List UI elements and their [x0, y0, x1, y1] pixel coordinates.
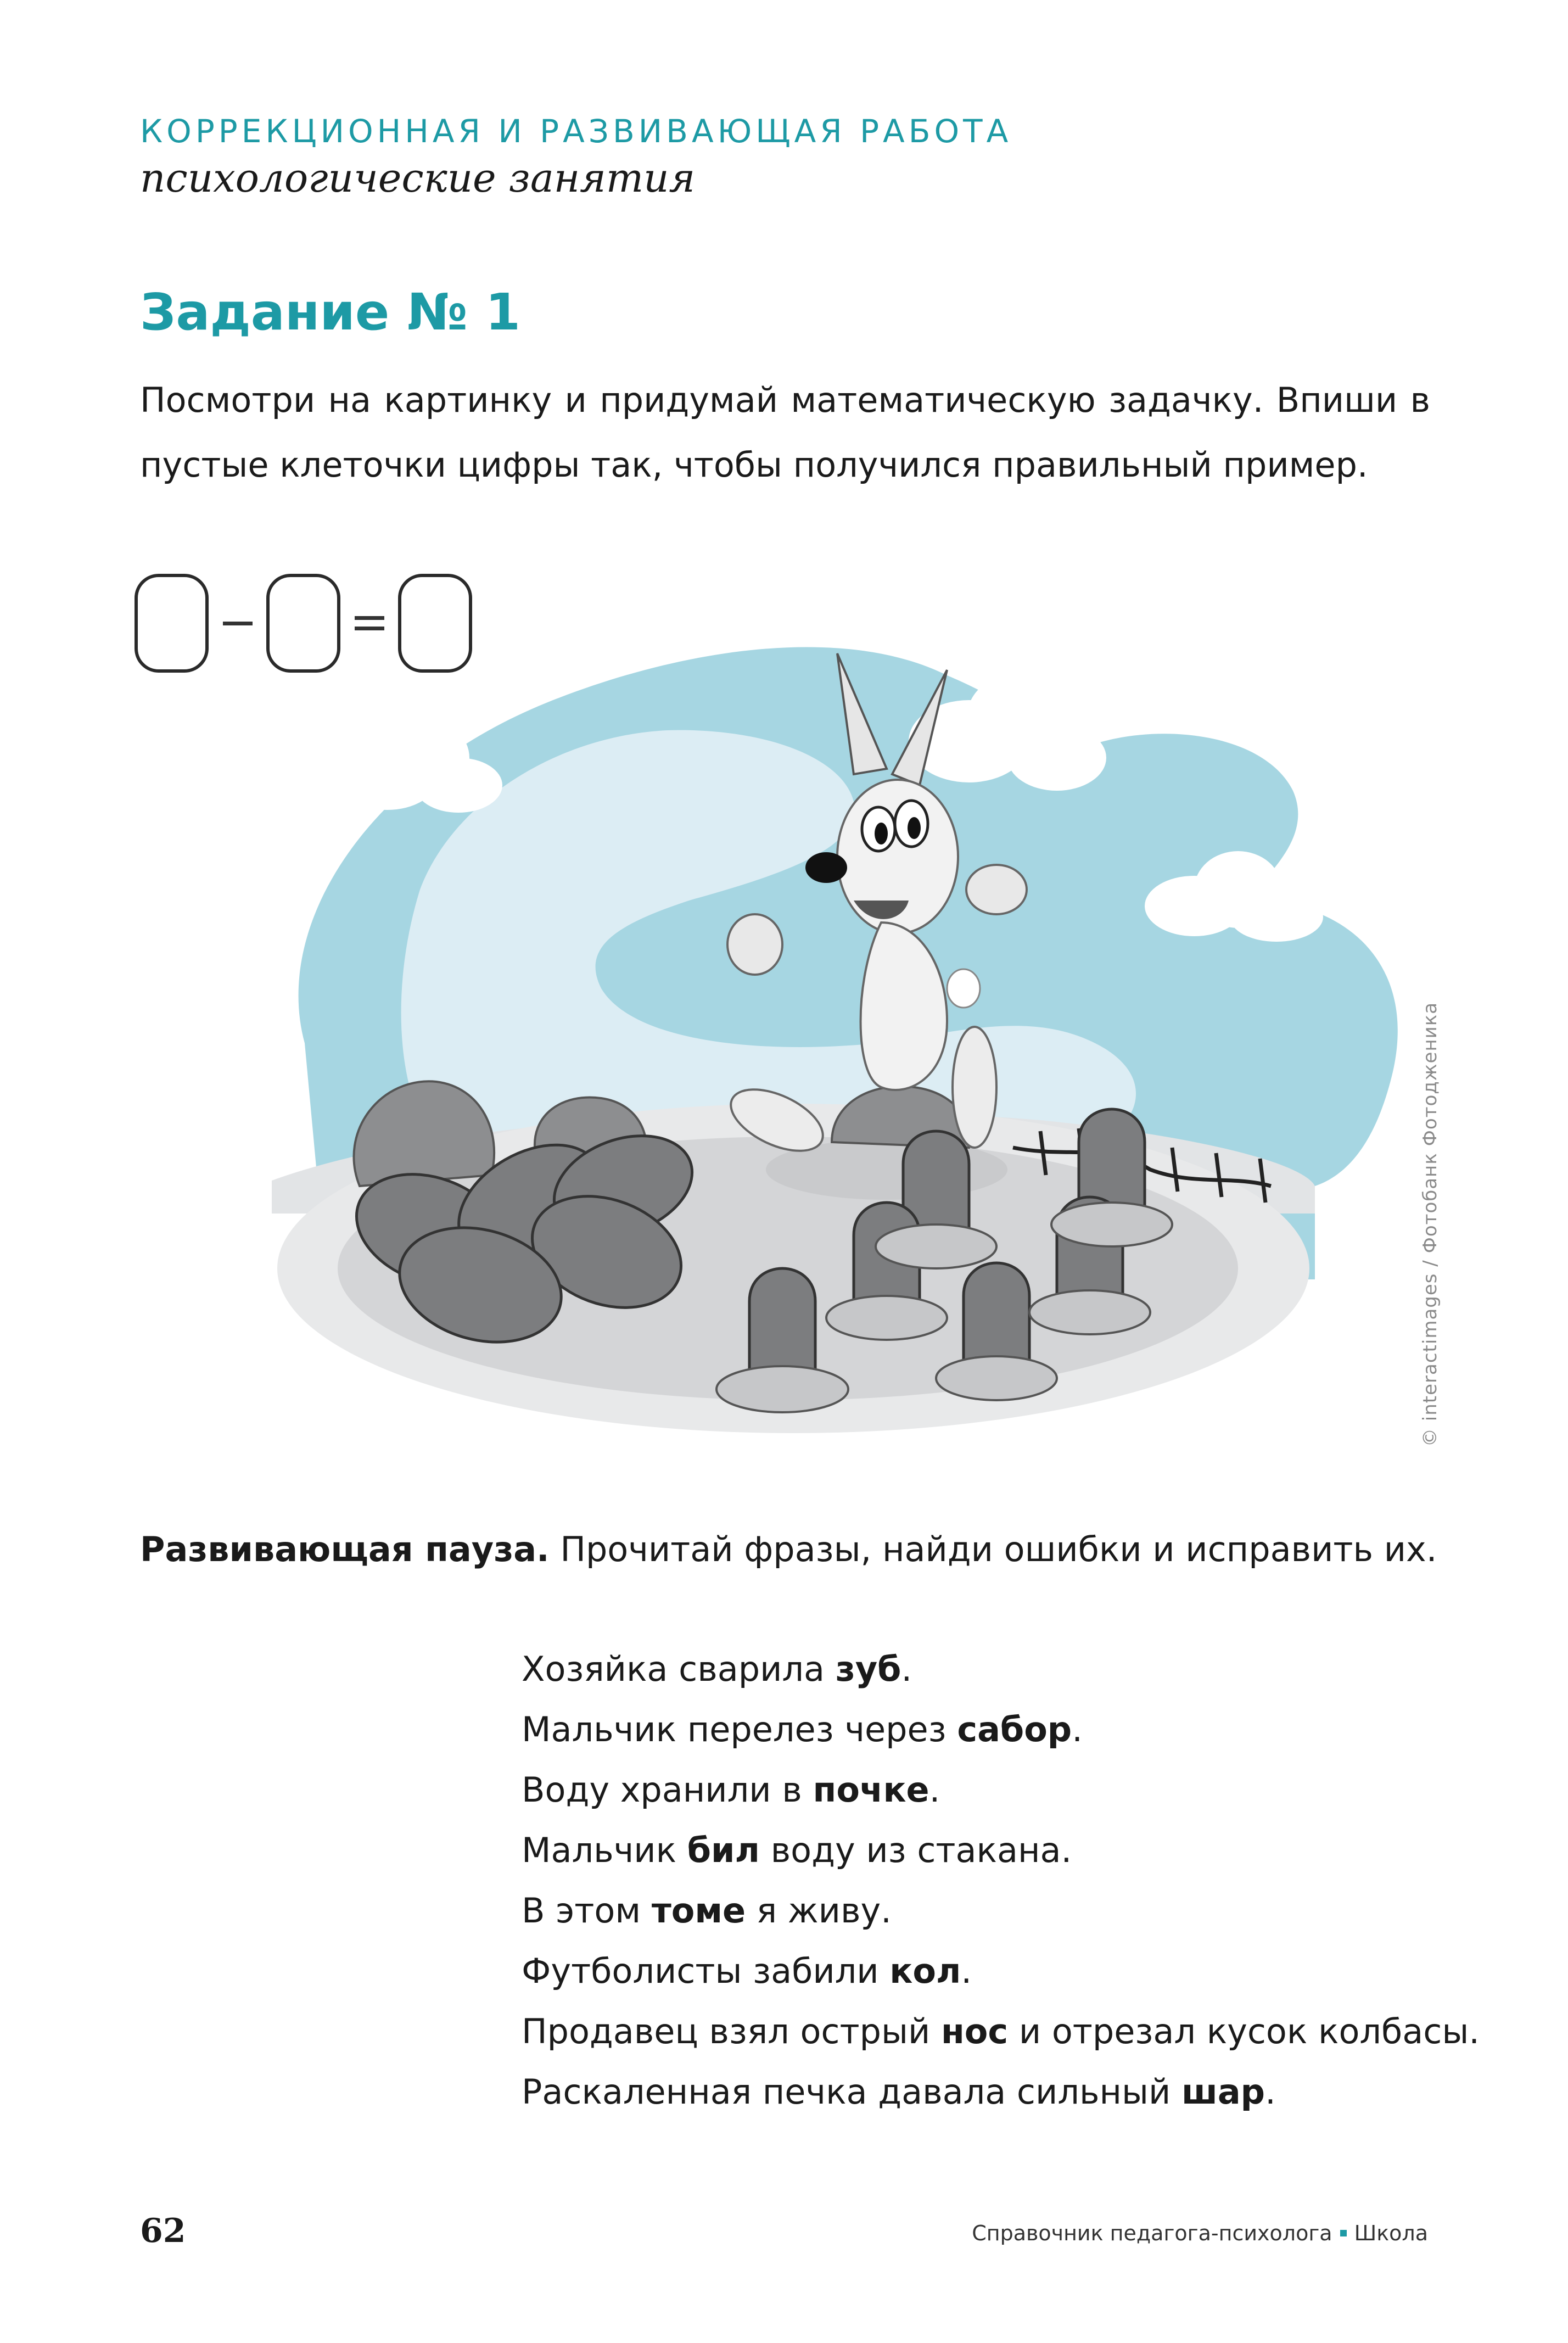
phrase-text: Хозяйка сварила [522, 1649, 836, 1689]
phrase-text: я живу. [746, 1891, 892, 1931]
error-word: нос [940, 2011, 1009, 2051]
phrase-text: Продавец взял острый [522, 2011, 941, 2051]
section-subtitle: психологические занятия [140, 155, 696, 201]
phrase-text: Воду хранили в [522, 1770, 813, 1810]
error-word: шар [1181, 2072, 1265, 2112]
phrase-text: . [929, 1770, 940, 1810]
pause-label: Развивающая пауза. [140, 1529, 550, 1569]
phrase-text: Раскаленная печка давала сильный [522, 2072, 1181, 2112]
phrase-item [522, 2001, 1480, 2062]
phrase-item [522, 1639, 1480, 1699]
phrase-item [522, 1820, 1480, 1881]
phrase-item [522, 1881, 1480, 1941]
phrase-item [522, 1699, 1480, 1760]
task-instruction: Посмотри на картинку и придумай математическую задачку. Впиши в пустые клеточки цифры так, чтобы получился правильный пример. [140, 380, 1430, 485]
section-label: КОРРЕКЦИОННАЯ И РАЗВИВАЮЩАЯ РАБОТА [140, 113, 1012, 150]
developmental-pause [140, 1529, 1437, 1569]
error-word: почке [813, 1770, 929, 1810]
phrase-text: . [1265, 2072, 1276, 2112]
error-word: сабор [957, 1709, 1072, 1749]
phrase-item [522, 1760, 1480, 1820]
image-credit: © interactimages / Фотобанк Фотодженика [1419, 1002, 1441, 1447]
answer-box-1[interactable] [135, 574, 209, 673]
error-word: томе [651, 1891, 746, 1931]
error-word: бил [687, 1830, 760, 1870]
phrase-text: воду из стакана. [759, 1830, 1072, 1870]
phrase-text: . [961, 1951, 972, 1991]
publication-title: Справочник педагога-психолога [972, 2221, 1332, 2245]
pause-instruction: Прочитай фразы, найди ошибки и исправить их. [549, 1529, 1437, 1569]
phrase-text: . [1072, 1709, 1083, 1749]
phrase-list [522, 1639, 1480, 2122]
error-word: зуб [835, 1649, 901, 1689]
rabbit-carrot-illustration [272, 593, 1436, 1461]
phrase-item [522, 2062, 1480, 2122]
phrase-text: Мальчик перелез через [522, 1709, 957, 1749]
publication-edition: Школа [1354, 2221, 1428, 2245]
phrase-text: . [901, 1649, 912, 1689]
phrase-text: Мальчик [522, 1830, 687, 1870]
phrase-text: и отрезал кусок колбасы. [1008, 2011, 1480, 2051]
task-title: Задание № 1 [140, 283, 521, 342]
phrase-text: Футболисты забили [522, 1951, 890, 1991]
minus-sign [209, 574, 266, 673]
page-number: 62 [140, 2212, 186, 2250]
error-word: кол [889, 1951, 961, 1991]
square-bullet-icon [1340, 2230, 1347, 2236]
phrase-item [522, 1941, 1480, 2001]
phrase-text: В этом [522, 1891, 652, 1931]
footer-publication [972, 2221, 1428, 2245]
